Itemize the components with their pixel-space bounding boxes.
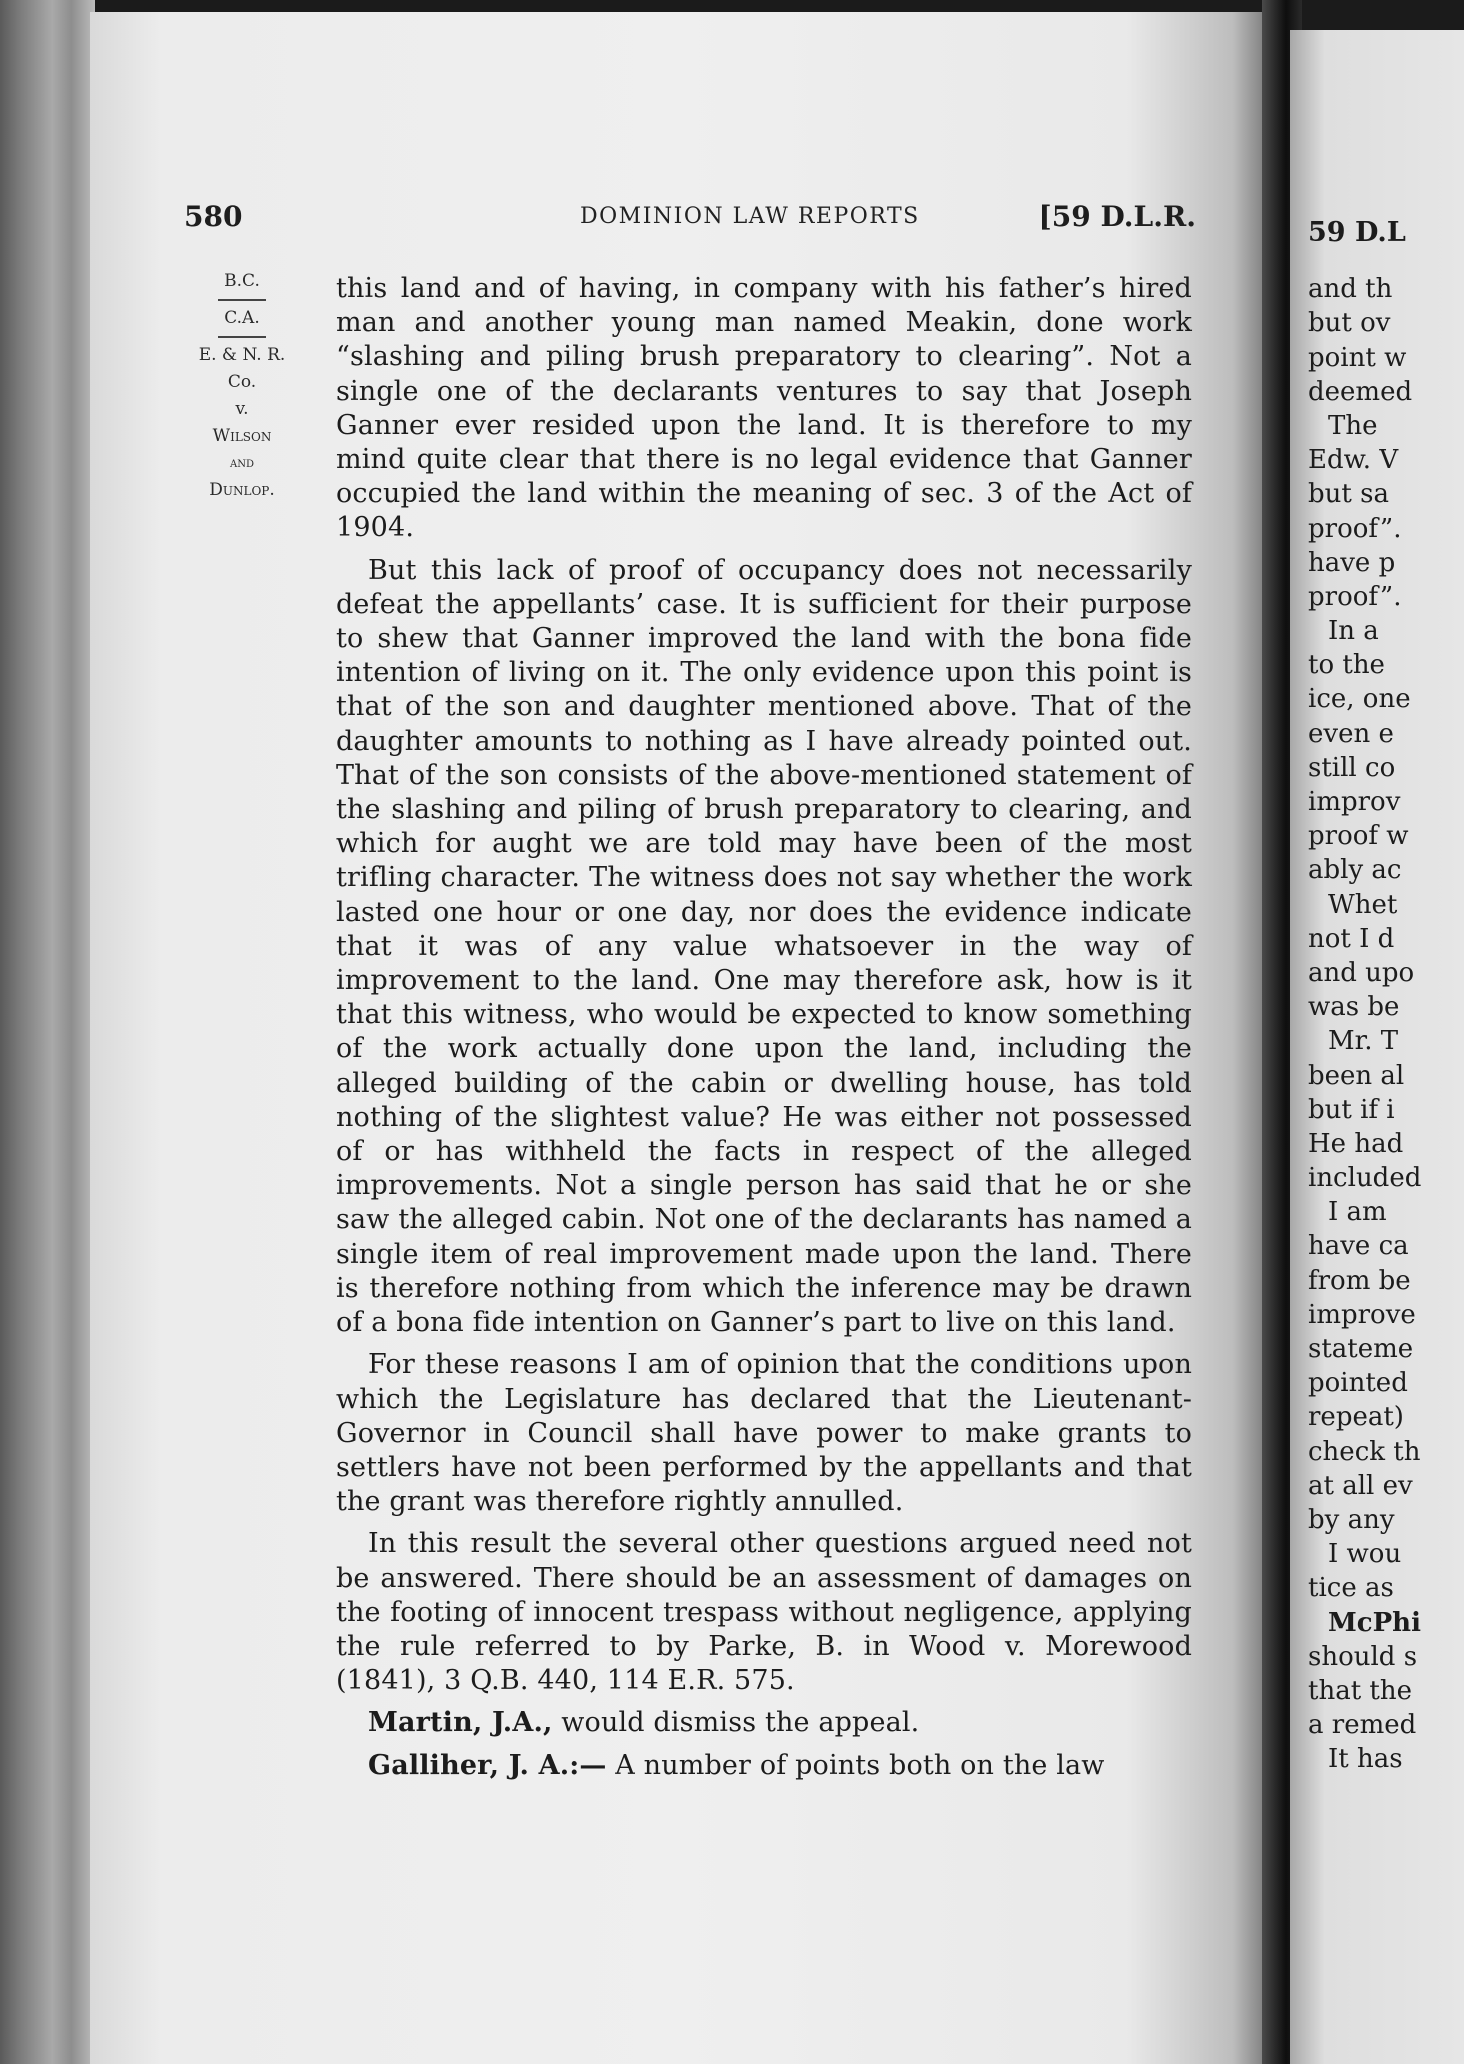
paragraph: For these reasons I am of opinion that the conditions upon which the Legislature has declared that the Lieutenant-Governor in Council shall have power to make grants to settlers have not been performed by the appellants and that the grant was therefore rightly annulled. [336, 1349, 1192, 1518]
paragraph: In this result the several other questions argued need not be answered. There should be an assessment of damages on the footing of innocent trespass without negligence, applying the rule referred to by Parke, B. in Wood v. Morewood (1841), 3 Q.B. 440, 114 E.R. 575. [336, 1528, 1192, 1697]
text-line: The [1328, 410, 1378, 441]
text-line: proof”. [1308, 581, 1402, 612]
text-line: improve [1308, 1299, 1416, 1330]
text-line: was be [1308, 992, 1400, 1023]
volume-reference: [59 D.L.R. [1038, 200, 1196, 233]
text-line: not I d [1308, 923, 1395, 954]
text-line: deemed [1308, 376, 1413, 407]
margin-rule [218, 336, 266, 338]
text-line: In a [1328, 616, 1379, 647]
text-line: pointed [1308, 1368, 1408, 1399]
text-line: ably ac [1308, 855, 1402, 886]
text-line: tice as [1308, 1573, 1394, 1604]
case-party-line: Dunlop. [209, 480, 275, 500]
judgment-text [336, 272, 1192, 1783]
text-line: stateme [1308, 1334, 1414, 1365]
case-party-line: Co. [227, 372, 257, 392]
text-line: by any [1308, 1504, 1395, 1535]
margin-rule [218, 299, 266, 301]
judge-statement: would dismiss the appeal. [552, 1707, 920, 1739]
paragraph: But this lack of proof of occupancy does not necessarily defeat the appellants’ case. It is sufficient for their purpose to shew that Ganner improved the land with the bona fide intention of living on it. The only evidence upon this point is that of the son and daughter mentioned above. That of the daughter amounts to nothing as I have already pointed out. That of the son consists of the above-mentioned statement of the slashing and piling of brush preparatory to clearing, and which for aught we are told may have been of the most trifling character. The witness does not say whether the work lasted one hour or one day, nor does the evidence indicate that it was of any value whatsoever in the way of improvement to the land. One may therefore ask, how is it that this witness, who would be expected to know something of the work actually done upon the land, including the alleged building of the cabin or dwelling house, has told nothing of the slightest value? He was either not possessed of or has withheld the facts in respect of the alleged improvements. Not a single person has said that he or she saw the alleged cabin. Not one of the declarants has named a single item of real improvement made upon the land. There is therefore nothing from which the inference may be drawn of a bona fide intention on Ganner’s part to live on this land. [336, 554, 1192, 1339]
text-line: It has [1328, 1744, 1403, 1775]
text-line: included [1308, 1163, 1422, 1194]
right-page-text [1308, 216, 1464, 1776]
judge-paragraph [336, 1749, 1192, 1783]
text-line: point w [1308, 342, 1407, 373]
text-line: He had [1308, 1128, 1404, 1159]
division-note: C.A. [224, 308, 260, 328]
text-line: but ov [1308, 308, 1391, 339]
text-line: that the [1308, 1675, 1412, 1706]
judge-name: Galliher, J. A.:— [368, 1749, 607, 1781]
text-line: Edw. V [1308, 445, 1399, 476]
paragraph: this land and of having, in company with his father’s hired man and another young man named Meakin, done work “slashing and piling brush preparatory to clearing”. Not a single one of the declarants ventures to say that Joseph Ganner ever resided upon the land. It is therefore to my mind quite clear that there is no legal evidence that Ganner occupied the land within the meaning of sec. 3 of the Act of 1904. [336, 273, 1192, 544]
margin-case-notes [176, 268, 308, 504]
text-line: improv [1308, 787, 1401, 818]
text-line: but if i [1308, 1094, 1395, 1125]
right-page-partial [1290, 30, 1464, 2064]
text-line: a remed [1308, 1710, 1417, 1741]
book-spine-left [0, 0, 95, 2064]
case-party-line: E. & N. R. [198, 345, 286, 365]
text-line: Whet [1328, 889, 1398, 920]
text-line: but sa [1308, 479, 1389, 510]
text-line: proof w [1308, 821, 1409, 852]
case-party-line: and [230, 455, 254, 471]
text-line: to the [1308, 650, 1385, 681]
text-line: from be [1308, 1265, 1411, 1296]
case-versus: v. [235, 399, 249, 419]
running-title: DOMINION LAW REPORTS [580, 204, 920, 229]
text-line: have ca [1308, 1231, 1409, 1262]
right-running-head: 59 D.L [1308, 217, 1406, 248]
text-line: even e [1308, 718, 1394, 749]
text-line: been al [1308, 1060, 1405, 1091]
text-line: should s [1308, 1641, 1418, 1672]
text-line: I wou [1328, 1539, 1402, 1570]
text-line: Mr. T [1328, 1026, 1399, 1057]
text-line: and upo [1308, 957, 1415, 988]
text-line: check th [1308, 1436, 1421, 1467]
text-line: have p [1308, 547, 1396, 578]
text-line: McPhi [1328, 1607, 1421, 1638]
text-line: ice, one [1308, 684, 1411, 715]
left-page-header [184, 200, 1204, 240]
judge-statement: A number of points both on the law [606, 1749, 1105, 1781]
text-line: at all ev [1308, 1470, 1413, 1501]
court-note: B.C. [224, 271, 260, 291]
text-line: and th [1308, 274, 1393, 305]
text-line: still co [1308, 752, 1396, 783]
case-party-line: Wilson [212, 426, 272, 446]
judge-name: Martin, J.A., [368, 1707, 553, 1739]
text-line: I am [1328, 1197, 1387, 1228]
judge-paragraph [336, 1706, 1192, 1740]
text-line: repeat) [1308, 1402, 1404, 1433]
page-number: 580 [184, 200, 243, 233]
text-line: proof”. [1308, 513, 1402, 544]
